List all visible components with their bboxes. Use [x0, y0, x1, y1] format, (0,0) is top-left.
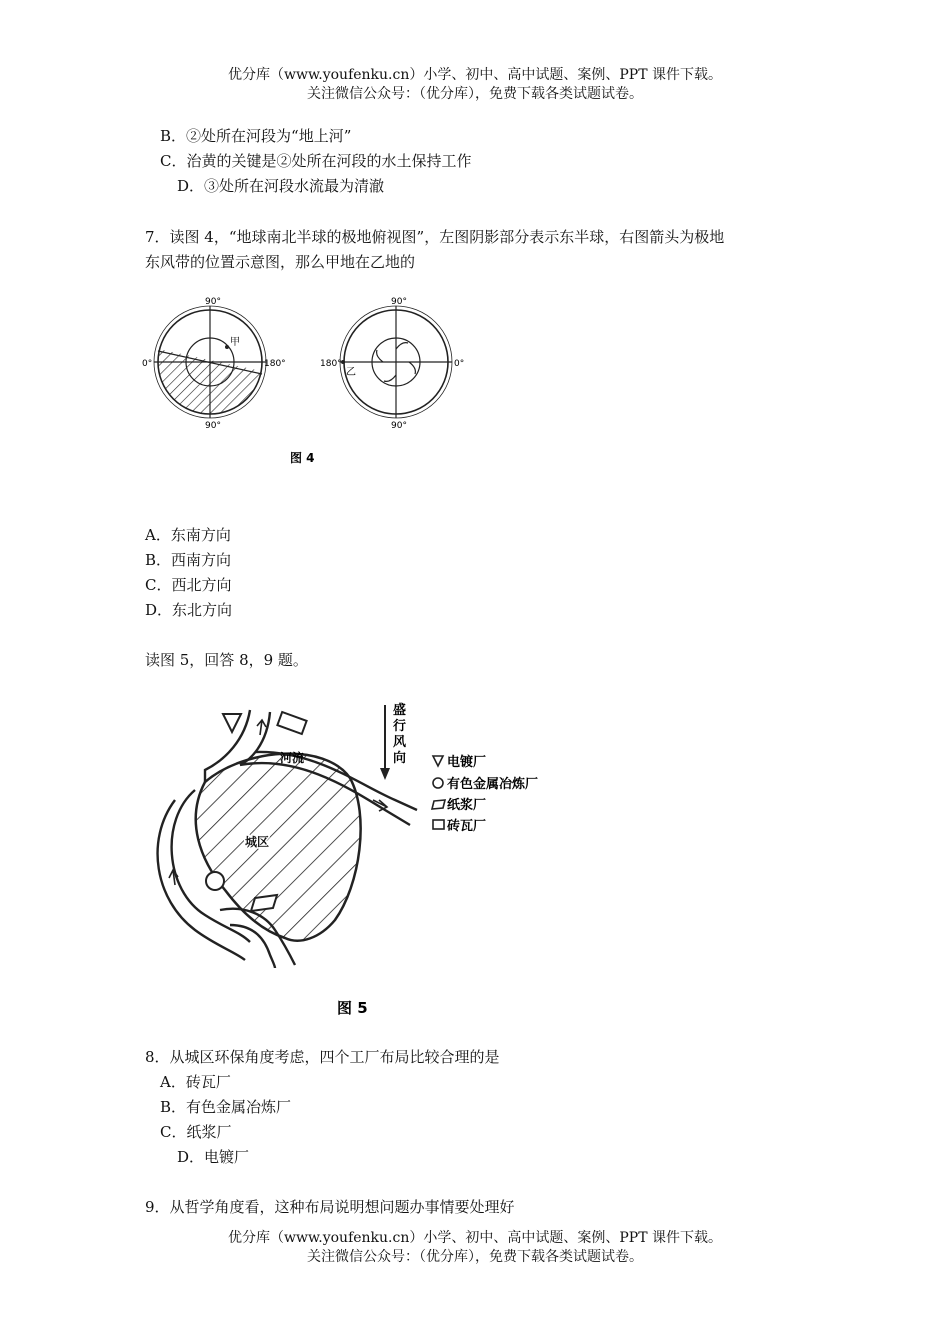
- page-footer-line1: 优分库（www.youfenku.cn）小学、初中、高中试题、案例、PPT 课件下载。: [227, 1230, 722, 1246]
- left-label-west: 0°: [142, 359, 153, 369]
- right-label-point: 乙: [346, 367, 356, 378]
- q7-option-c: C．西北方向: [145, 576, 232, 594]
- electroplating-plant-marker: [223, 714, 241, 732]
- right-label-west: 180°: [320, 359, 342, 369]
- page-header-line1: 优分库（www.youfenku.cn）小学、初中、高中试题、案例、PPT 课件下载。: [227, 67, 722, 83]
- legend-triangle-icon: [433, 756, 443, 766]
- wind-label-4: 向: [393, 751, 407, 766]
- q7-option-d: D．东北方向: [145, 601, 233, 619]
- figure-5: [145, 690, 575, 1025]
- legend-rectangle-icon: [433, 820, 444, 829]
- left-label-bottom: 90°: [205, 421, 221, 431]
- left-label-point: 甲: [230, 337, 240, 348]
- legend-pulp-mill: 纸浆厂: [447, 798, 487, 813]
- q8-option-a: A．砖瓦厂: [160, 1073, 231, 1091]
- figure-4: [140, 295, 480, 475]
- q7-stem-line2: 东风带的位置示意图，那么甲地在乙地的: [145, 253, 416, 271]
- page-header-line2: 关注微信公众号：（优分库），免费下载各类试题试卷。: [307, 86, 643, 102]
- wind-label-3: 风: [393, 735, 407, 750]
- wind-label-2: 行: [393, 719, 407, 734]
- brick-factory-marker: [277, 712, 306, 734]
- q7-option-a: A．东南方向: [145, 526, 231, 544]
- metal-smelter-marker: [206, 872, 224, 890]
- left-label-top: 90°: [205, 297, 221, 307]
- left-polar-view: [140, 297, 286, 435]
- right-label-east: 0°: [454, 359, 465, 369]
- right-label-bottom: 90°: [391, 421, 407, 431]
- figure-5-caption: 图 5: [337, 999, 368, 1017]
- q8-option-c: C．纸浆厂: [160, 1123, 232, 1141]
- q7-stem-line1: 7．读图 4，“地球南北半球的极地俯视图”，左图阴影部分表示东半球，右图箭头为极地: [145, 228, 725, 246]
- intro-8-9: 读图 5，回答 8，9 题。: [145, 651, 308, 669]
- legend-electroplating: 电镀厂: [447, 755, 487, 770]
- q8-option-d: D．电镀厂: [177, 1148, 250, 1166]
- legend-metal-smelter: 有色金属冶炼厂: [447, 777, 539, 792]
- right-label-top: 90°: [391, 297, 407, 307]
- q9-stem: 9．从哲学角度看，这种布局说明想问题办事情要处理好: [145, 1198, 515, 1216]
- q6-option-d: D．③处所在河段水流最为清澈: [177, 177, 385, 195]
- figure-4-drawing: [140, 295, 480, 475]
- legend-brick-factory: 砖瓦厂: [447, 819, 487, 834]
- q6-option-c: C．治黄的关键是②处所在河段的水土保持工作: [160, 152, 472, 170]
- wind-label-1: 盛: [393, 703, 407, 718]
- figure-5-drawing: [145, 690, 575, 1025]
- q8-stem: 8．从城区环保角度考虑，四个工厂布局比较合理的是: [145, 1048, 500, 1066]
- q6-option-b: B．②处所在河段为“地上河”: [160, 127, 352, 145]
- legend-circle-icon: [433, 778, 443, 788]
- legend-parallelogram-icon: [432, 800, 445, 809]
- wind-arrowhead: [380, 768, 390, 780]
- q7-option-b: B．西南方向: [145, 551, 232, 569]
- point-jia: [225, 345, 229, 349]
- figure-5-legend: [432, 754, 538, 834]
- pulp-mill-marker: [251, 895, 277, 911]
- left-label-east: 180°: [264, 359, 286, 369]
- page-footer-line2: 关注微信公众号：（优分库），免费下载各类试题试卷。: [307, 1249, 643, 1265]
- q8-option-b: B．有色金属冶炼厂: [160, 1098, 292, 1116]
- river-label: 河流: [280, 751, 305, 765]
- right-polar-view: [320, 297, 464, 431]
- figure-4-caption: 图 4: [290, 451, 315, 465]
- city-label: 城区: [245, 835, 270, 849]
